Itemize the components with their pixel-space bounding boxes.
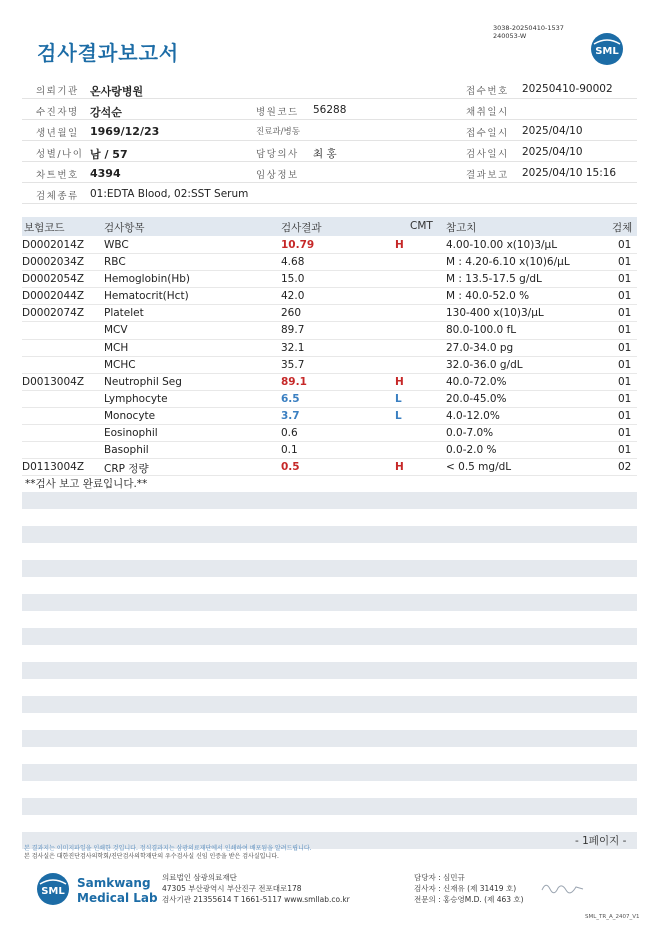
table-row (22, 271, 637, 288)
received-value: 2025/04/10 (522, 125, 583, 137)
column-header-code: 보험코드 (24, 222, 65, 234)
table-row (22, 374, 637, 391)
form-version: SML_TR_A_2407_V1 (585, 914, 640, 920)
column-header-specimen: 검체 (612, 222, 633, 234)
test-flag-cell: H (395, 375, 404, 388)
test-result-cell: 6.5 (281, 392, 300, 405)
test-reference-cell: 40.0-72.0% (446, 375, 507, 388)
test-name-cell: Lymphocyte (104, 392, 168, 405)
table-row (22, 288, 637, 305)
test-specimen-cell: 02 (618, 461, 632, 474)
empty-row-stripe (22, 730, 637, 747)
test-specimen-cell: 01 (618, 444, 632, 457)
test-specimen-cell: 01 (618, 409, 632, 422)
clinical-label: 임상정보 (256, 170, 299, 181)
test-reference-cell: M : 13.5-17.5 g/dL (446, 273, 542, 286)
info-row (22, 78, 637, 99)
table-row (22, 254, 637, 271)
test-name-cell: WBC (104, 239, 129, 251)
brand-name-line2: Medical Lab (77, 891, 158, 905)
results-table-header (22, 217, 637, 236)
test-reference-cell: M : 40.0-52.0 % (446, 290, 530, 303)
test-flag-cell: H (395, 239, 404, 251)
brand-name-line1: Samkwang (77, 876, 151, 890)
test-result-cell: 3.7 (281, 409, 300, 422)
table-row (22, 459, 637, 476)
test-specimen-cell: 01 (618, 358, 632, 371)
staff-tester: 검사자 : 신재유 (제 31419 호) (414, 884, 517, 893)
test-reference-cell: 4.00-10.00 x(10)3/μL (446, 239, 558, 251)
receipt-no-value: 20250410-90002 (522, 83, 613, 95)
patient-info (22, 78, 637, 204)
test-reference-cell: 20.0-45.0% (446, 392, 507, 405)
test-specimen-cell: 01 (618, 427, 632, 440)
test-code-cell: D0002054Z (22, 273, 85, 286)
test-flag-cell: L (395, 409, 402, 422)
results-table-body (22, 237, 637, 476)
table-row (22, 305, 637, 322)
test-result-cell: 42.0 (281, 290, 305, 303)
test-name-cell: MCHC (104, 358, 136, 371)
disclaimer-certification: 본 검사실은 대한진단검사의학회/진단검사의학재단의 우수검사실 신임 인증을 받은 검사실입니다. (24, 853, 279, 860)
doctor-label: 담당의사 (256, 149, 299, 160)
hospital-code-value: 56288 (313, 104, 347, 116)
test-name-cell: Hemoglobin(Hb) (104, 273, 191, 286)
test-name-cell: Eosinophil (104, 427, 158, 440)
table-row (22, 442, 637, 459)
department-label: 진료과/병동 (256, 127, 300, 137)
info-row (22, 120, 637, 141)
page-number: - 1페이지 - (575, 835, 627, 847)
test-reference-cell: 27.0-34.0 pg (446, 341, 514, 354)
test-reference-cell: < 0.5 mg/dL (446, 461, 512, 474)
column-header-cmt: CMT (410, 220, 433, 232)
tested-value: 2025/04/10 (522, 146, 583, 158)
staff-specialist: 전문의 : 홍승영M.D. (제 463 호) (414, 895, 524, 904)
test-specimen-cell: 01 (618, 273, 632, 286)
test-specimen-cell: 01 (618, 392, 632, 405)
test-name-cell: Hematocrit(Hct) (104, 290, 189, 303)
organization-contact: 검사기관 21355614 T 1661-5117 www.smllab.co.kr (162, 895, 350, 904)
organization-name: 의료법인 삼광의료재단 (162, 873, 237, 882)
table-row (22, 391, 637, 408)
staff-manager: 담당자 : 심민규 (414, 873, 465, 882)
test-reference-cell: M : 4.20-6.10 x(10)6/μL (446, 256, 570, 269)
test-specimen-cell: 01 (618, 256, 632, 269)
document-code (493, 24, 564, 40)
empty-row-stripe (22, 526, 637, 543)
test-result-cell: 0.6 (281, 427, 298, 440)
test-result-cell: 4.68 (281, 256, 305, 269)
info-row (22, 141, 637, 162)
institution-label: 의뢰기관 (36, 86, 79, 97)
svg-text:SML: SML (41, 886, 65, 897)
column-header-reference: 참고치 (446, 222, 477, 234)
empty-row-stripe (22, 662, 637, 679)
empty-row-stripe (22, 696, 637, 713)
column-header-name: 검사항목 (104, 222, 145, 234)
test-name-cell: CRP 정량 (104, 463, 149, 476)
sex-age-value: 남 / 57 (90, 148, 128, 161)
test-specimen-cell: 01 (618, 307, 632, 320)
test-result-cell: 0.5 (281, 461, 300, 474)
empty-row-stripe (22, 764, 637, 781)
document-code-line: 3038-20250410-1537 (493, 24, 564, 32)
signature-icon (540, 878, 585, 896)
empty-row-stripe (22, 798, 637, 815)
specimen-value: 01:EDTA Blood, 02:SST Serum (90, 188, 249, 200)
test-code-cell: D0002014Z (22, 239, 85, 251)
hospital-code-label: 병원코드 (256, 107, 299, 118)
test-code-cell: D0002044Z (22, 290, 85, 303)
test-result-cell: 35.7 (281, 358, 305, 371)
receipt-no-label: 접수번호 (466, 86, 509, 97)
test-specimen-cell: 01 (618, 341, 632, 354)
test-code-cell: D0113004Z (22, 461, 85, 474)
table-row (22, 357, 637, 374)
disclaimer-print-notice: 본 결과지는 이미지파일을 인쇄한 것입니다. 정식결과지는 삼광의료재단에서 인쇄하여 배포됨을 알려드립니다. (24, 845, 312, 852)
column-header-result: 검사결과 (281, 222, 322, 234)
received-label: 접수일시 (466, 128, 509, 139)
test-code-cell: D0002034Z (22, 256, 85, 269)
test-result-cell: 15.0 (281, 273, 305, 286)
report-complete-note: **검사 보고 완료입니다.** (25, 478, 148, 490)
table-row (22, 425, 637, 442)
organization-address: 47305 부산광역시 부산진구 전포대로178 (162, 884, 302, 893)
test-reference-cell: 0.0-7.0% (446, 427, 494, 440)
test-code-cell: D0013004Z (22, 375, 85, 388)
test-reference-cell: 0.0-2.0 % (446, 444, 497, 457)
sex-age-label: 성별/나이 (36, 149, 84, 160)
test-reference-cell: 32.0-36.0 g/dL (446, 358, 523, 371)
test-result-cell: 89.7 (281, 324, 305, 337)
specimen-label: 검체종류 (36, 191, 79, 202)
test-reference-cell: 4.0-12.0% (446, 409, 500, 422)
test-name-cell: Platelet (104, 307, 144, 320)
page-title: 검사결과보고서 (37, 41, 180, 65)
table-row (22, 237, 637, 254)
reported-label: 결과보고 (466, 170, 509, 181)
info-row (22, 183, 637, 204)
empty-row-stripe (22, 560, 637, 577)
info-row (22, 99, 637, 120)
patient-label: 수진자명 (36, 107, 79, 118)
test-reference-cell: 80.0-100.0 fL (446, 324, 517, 337)
empty-row-stripe (22, 492, 637, 509)
reported-value: 2025/04/10 15:16 (522, 167, 617, 179)
test-name-cell: Basophil (104, 444, 149, 457)
tested-label: 검사일시 (466, 149, 509, 160)
patient-value: 강석순 (90, 106, 122, 119)
chart-value: 4394 (90, 167, 121, 180)
table-row (22, 340, 637, 357)
test-result-cell: 89.1 (281, 375, 307, 388)
test-name-cell: MCH (104, 341, 129, 354)
test-name-cell: RBC (104, 256, 126, 269)
test-result-cell: 32.1 (281, 341, 305, 354)
sml-footer-logo-icon (36, 872, 70, 906)
test-specimen-cell: 01 (618, 239, 632, 251)
dob-value: 1969/12/23 (90, 125, 160, 138)
test-specimen-cell: 01 (618, 290, 632, 303)
doctor-value: 최 홍 (313, 148, 337, 160)
table-row (22, 322, 637, 339)
empty-row-stripe (22, 628, 637, 645)
document-code-line: 240053-W (493, 32, 527, 40)
svg-text:SML: SML (595, 46, 619, 57)
test-name-cell: Neutrophil Seg (104, 375, 182, 388)
chart-label: 차트번호 (36, 170, 79, 181)
empty-row-stripe (22, 594, 637, 611)
test-code-cell: D0002074Z (22, 307, 85, 320)
organization-info (162, 872, 350, 905)
test-specimen-cell: 01 (618, 324, 632, 337)
institution-value: 온사랑병원 (90, 85, 144, 98)
test-result-cell: 0.1 (281, 444, 298, 457)
test-name-cell: Monocyte (104, 409, 156, 422)
dob-label: 생년월일 (36, 128, 79, 139)
staff-info (414, 872, 524, 905)
test-result-cell: 10.79 (281, 239, 315, 251)
info-row (22, 162, 637, 183)
test-reference-cell: 130-400 x(10)3/μL (446, 307, 544, 320)
collected-label: 채취일시 (466, 107, 509, 118)
test-specimen-cell: 01 (618, 375, 632, 388)
sml-logo-icon (590, 32, 624, 66)
test-flag-cell: H (395, 461, 404, 474)
test-result-cell: 260 (281, 307, 302, 320)
test-flag-cell: L (395, 392, 402, 405)
table-row (22, 408, 637, 425)
test-name-cell: MCV (104, 324, 128, 337)
